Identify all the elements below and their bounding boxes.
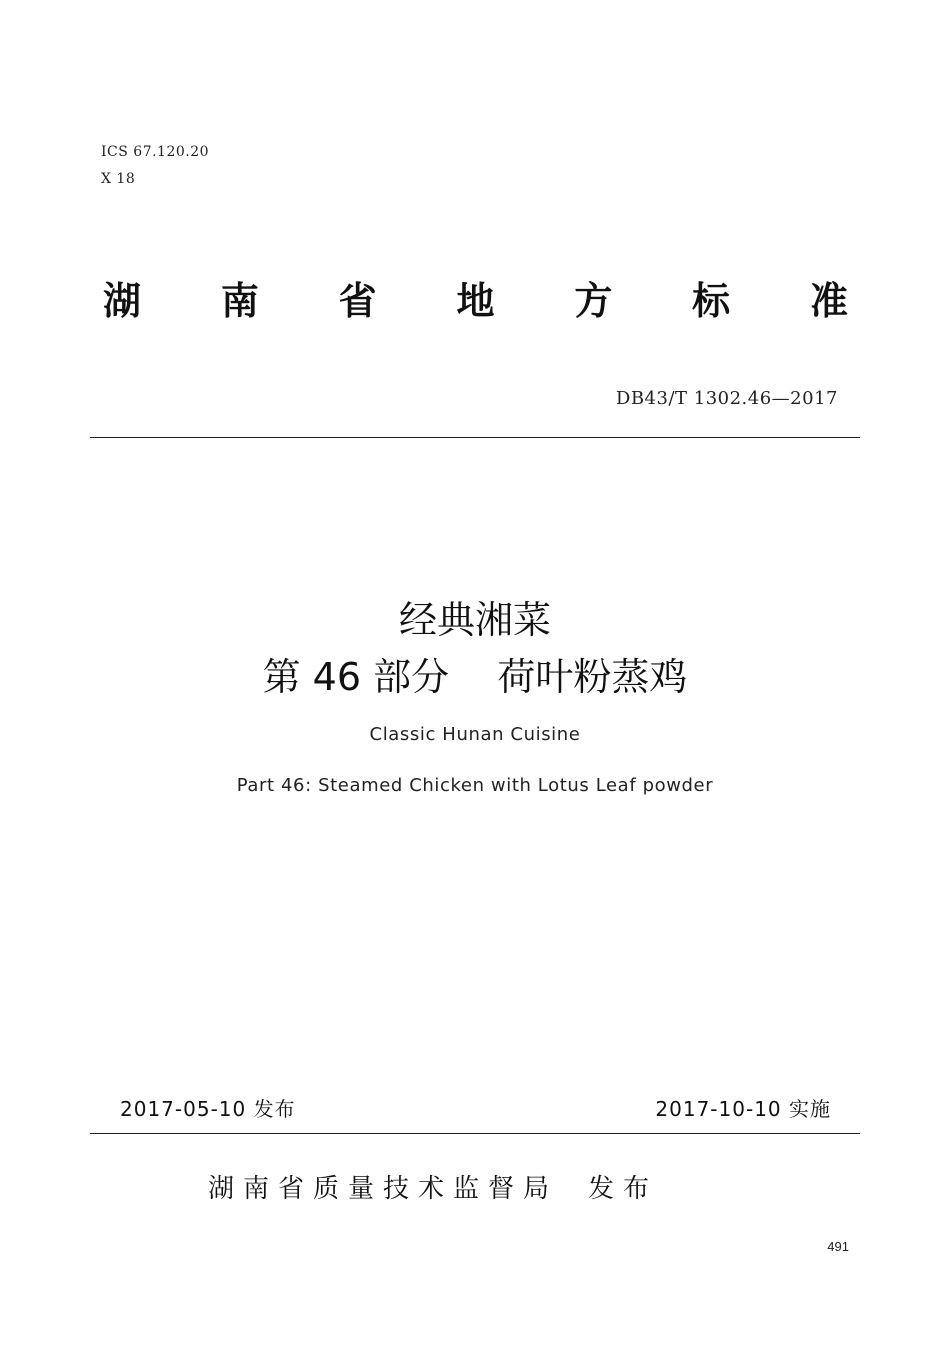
page-number: 491	[827, 1239, 849, 1254]
standard-type-char: 南	[220, 279, 259, 323]
publish-label: 发布	[588, 1174, 659, 1204]
english-title-line-1: Classic Hunan Cuisine	[369, 724, 581, 745]
header-divider	[90, 437, 860, 438]
standard-type-char: 湖	[103, 279, 142, 323]
standard-type-char: 方	[574, 279, 613, 323]
publisher-line	[208, 1168, 658, 1205]
publishing-authority: 湖南省质量技术监督局	[208, 1174, 559, 1204]
chinese-title-line-1: 经典湘菜	[398, 598, 551, 642]
chinese-title-line-2: 第 46 部分 荷叶粉蒸鸡	[262, 655, 688, 699]
standard-type-char: 地	[456, 279, 495, 323]
implementation-date: 2017-10-10 实施	[655, 1097, 831, 1121]
standard-number: DB43/T 1302.46—2017	[615, 388, 838, 409]
standard-type-char: 省	[338, 279, 377, 323]
footer-divider	[90, 1133, 860, 1134]
standard-type-title	[103, 278, 848, 324]
english-title-line-2: Part 46: Steamed Chicken with Lotus Leaf powder	[236, 775, 714, 796]
ics-code: ICS 67.120.20	[101, 144, 210, 160]
issue-date: 2017-05-10 发布	[120, 1097, 296, 1121]
classification-code: X 18	[101, 171, 136, 187]
standard-type-char: 标	[692, 279, 731, 323]
standard-type-char: 准	[809, 279, 848, 323]
